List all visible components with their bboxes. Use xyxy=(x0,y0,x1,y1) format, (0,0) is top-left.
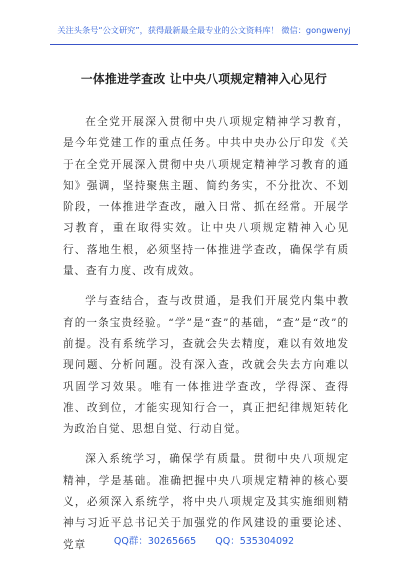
document-body xyxy=(63,112,349,565)
page-footer xyxy=(0,533,408,547)
qq-contact: QQ：535304092 xyxy=(215,536,295,547)
paragraph-1: 在全党开展深入贯彻中央八项规定精神学习教育，是今年党建工作的重点任务。中共中央办公厅印发《关于在全党开展深入贯彻中央八项规定精神学习教育的通知》强调，坚持聚焦主题、简约务实，不分批次、不划阶段，一体推进学查改，融入日常、抓在经常。开展学习教育，重在取得实效。让中央八项规定精神入心见行、落地生根，必须坚持一体推进学查改，确保学有质量、查有力度、改有成效。 xyxy=(63,116,349,278)
document-title: 一体推进学查改 让中央八项规定精神入心见行 xyxy=(80,72,328,86)
paragraph-2: 学与查结合，查与改贯通，是我们开展党内集中教育的一条宝贵经验。“学”是“查”的基础，“查”是“改”的前提。没有系统学习，查就会失去精度，难以有效地发现问题、分析问题。没有深入查，改就会失去方向难以巩固学习效果。唯有一体推进学查改，学得深、查得准、改到位，才能实现知行合一，真正把纪律规矩转化为政治自觉、思想自觉、行动自觉。 xyxy=(63,295,349,436)
page-header: 关注头条号“公文研究”，获得最新最全最专业的公文资料库！ 微信：gongwenyj xyxy=(50,22,358,45)
paragraph-3: 深入系统学习，确保学有质量。贯彻中央八项规定精神，学是基础。准确把握中央八项规定精神的核心要义，必须深入系统学，将中央八项规定及其实施细则精神与习近平总书记关于加强党的作风建设的重要论述、党章 xyxy=(63,453,349,551)
qq-group: QQ群：30265665 xyxy=(113,536,197,547)
